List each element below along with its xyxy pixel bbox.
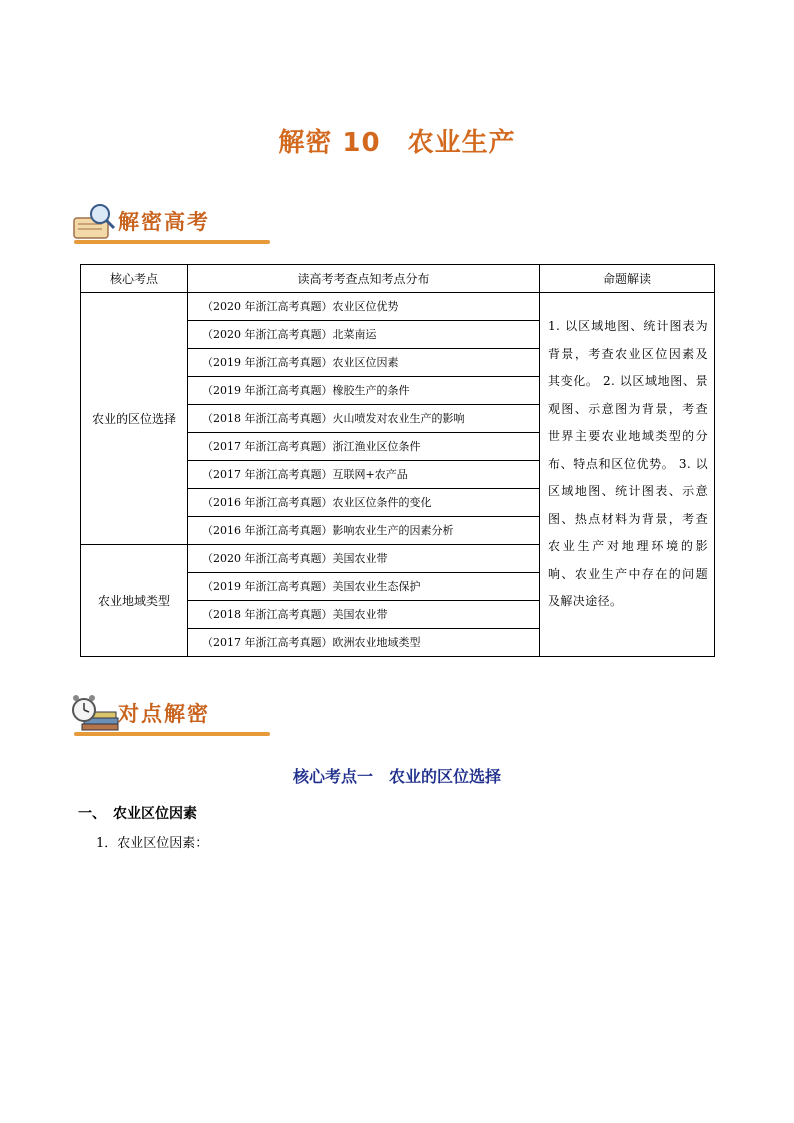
- table-cell: （2019 年浙江高考真题）橡胶生产的条件: [188, 377, 540, 405]
- exam-banner: [70, 200, 270, 246]
- table-cell: （2017 年浙江高考真题）互联网+农产品: [188, 461, 540, 489]
- table-cell: （2019 年浙江高考真题）美国农业生态保护: [188, 573, 540, 601]
- header-interpretation: 命题解读: [540, 265, 715, 293]
- exam-table: [80, 264, 715, 657]
- exam-banner-underline: [74, 240, 270, 244]
- table-cell: （2017 年浙江高考真题）欧洲农业地域类型: [188, 629, 540, 657]
- table-cell: （2020 年浙江高考真题）北菜南运: [188, 321, 540, 349]
- table-cell: （2020 年浙江高考真题）美国农业带: [188, 545, 540, 573]
- exam-banner-text: 解密高考: [118, 210, 210, 234]
- magnifier-book-icon: [70, 200, 120, 244]
- core-topic-cell: 农业的区位选择: [81, 293, 188, 545]
- section-heading: 一、 农业区位因素: [78, 806, 197, 822]
- table-cell: （2016 年浙江高考真题）农业区位条件的变化: [188, 489, 540, 517]
- points-banner-text: 对点解密: [118, 702, 210, 726]
- table-cell: （2018 年浙江高考真题）火山喷发对农业生产的影响: [188, 405, 540, 433]
- table-row: [81, 293, 715, 321]
- page-title: 解密 10 农业生产: [278, 128, 516, 158]
- paragraph: 1．农业区位因素：: [96, 836, 209, 851]
- header-distribution: 读高考考查点知考点分布: [188, 265, 540, 293]
- table-cell: （2020 年浙江高考真题）农业区位优势: [188, 293, 540, 321]
- table-cell: （2018 年浙江高考真题）美国农业带: [188, 601, 540, 629]
- table-cell: （2016 年浙江高考真题）影响农业生产的因素分析: [188, 517, 540, 545]
- interpretation-cell: 1. 以区域地图、统计图表为背景，考查农业区位因素及其变化。 2. 以区域地图、景观图、示意图为背景，考查世界主要农业地域类型的分布、特点和区位优势。 3. 以区域地图、统计图表、示意图、热点材料为背景，考查农业生产对地理环境的影响、农业生产中存在的问题及解决途径。: [540, 293, 715, 657]
- table-header-row: [81, 265, 715, 293]
- points-banner: [70, 692, 270, 738]
- table-cell: （2019 年浙江高考真题）农业区位因素: [188, 349, 540, 377]
- points-banner-underline: [74, 732, 270, 736]
- core-topic-cell: 农业地域类型: [81, 545, 188, 657]
- clock-books-icon: [70, 692, 120, 736]
- table-cell: （2017 年浙江高考真题）浙江渔业区位条件: [188, 433, 540, 461]
- header-core: 核心考点: [81, 265, 188, 293]
- section-subtitle: 核心考点一 农业的区位选择: [292, 767, 501, 786]
